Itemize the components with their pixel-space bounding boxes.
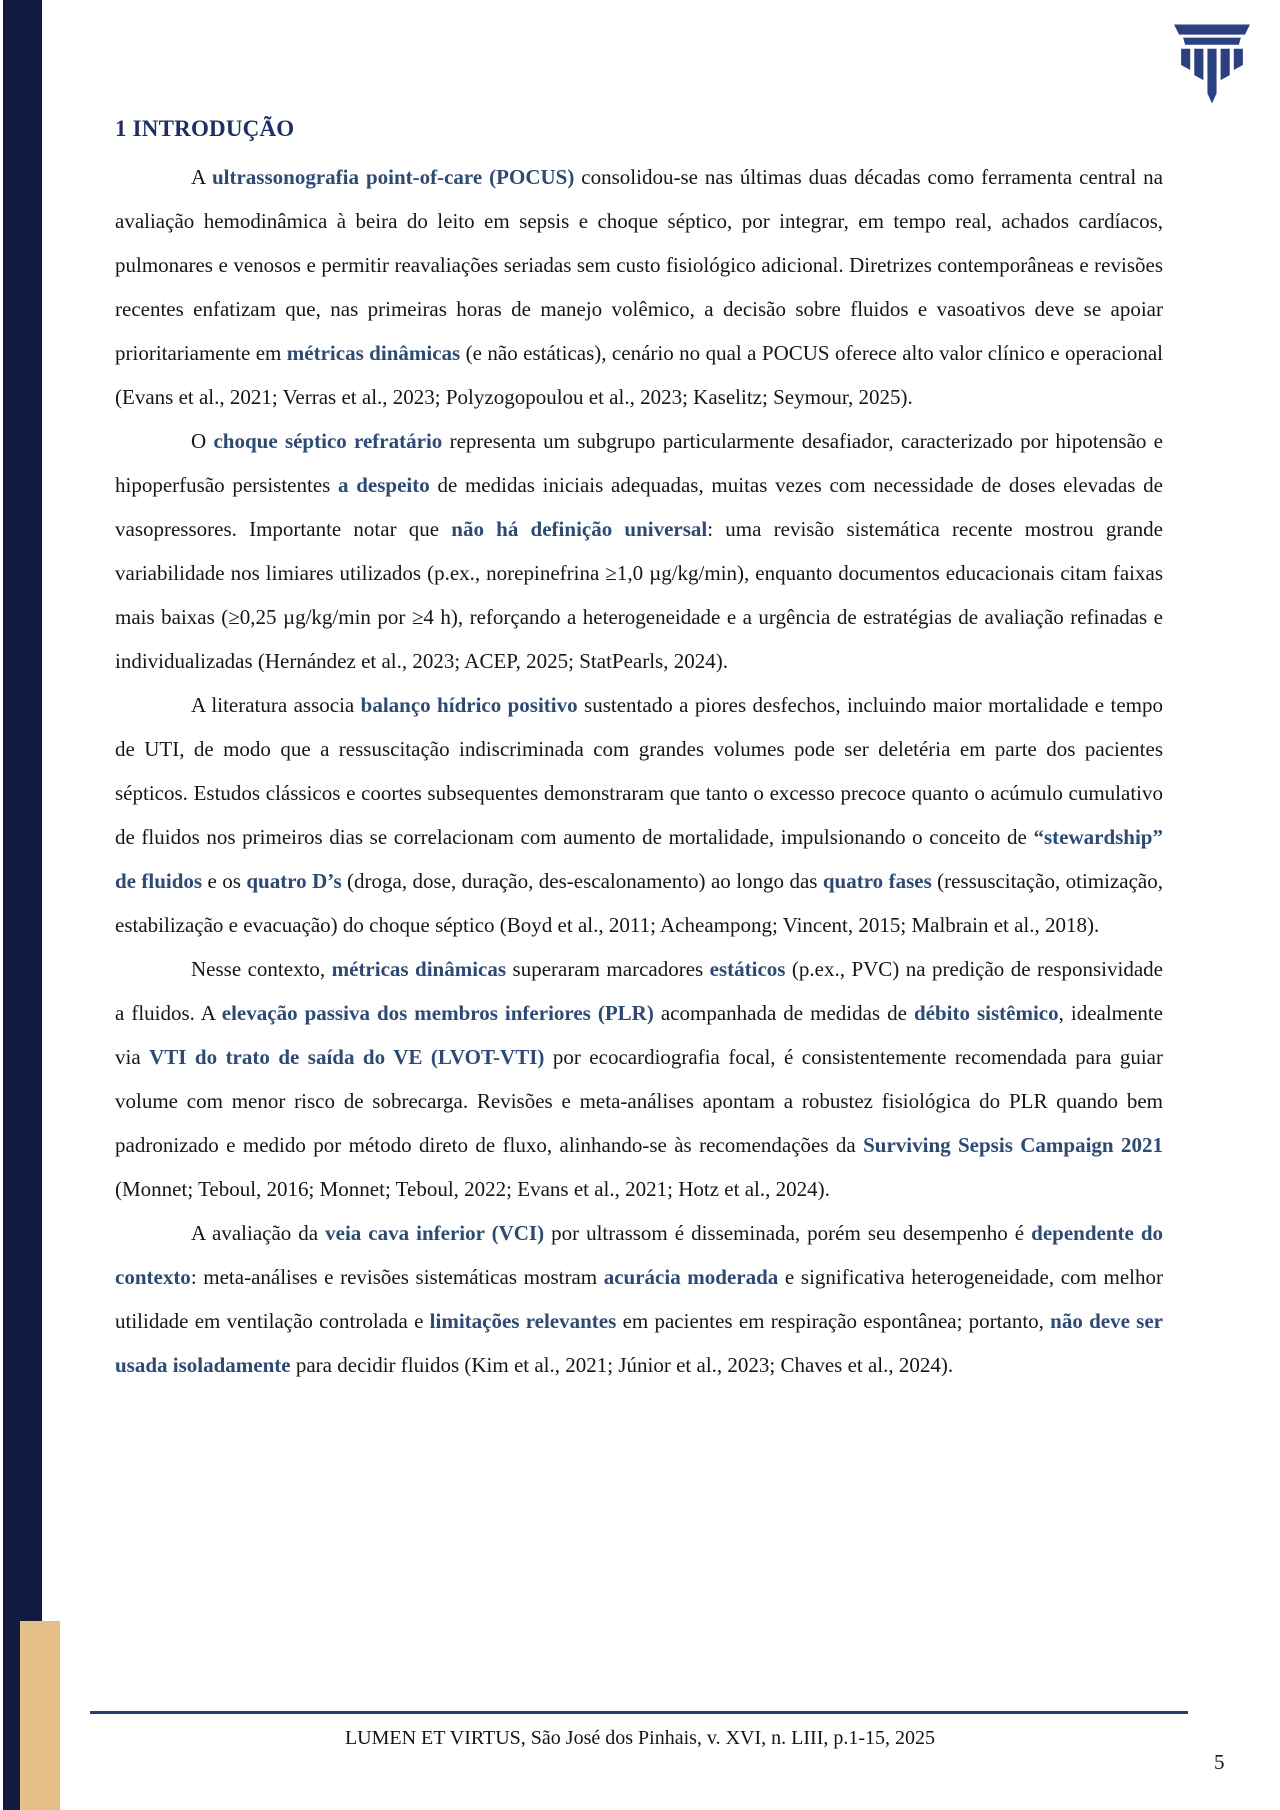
emphasis-text: elevação passiva dos membros inferiores (PLR) — [221, 1001, 654, 1025]
body-text: Nesse contexto, — [191, 957, 332, 981]
body-text: (ressuscitação, otimização, estabilização e evacuação) do choque séptico (Boyd et al., 2011; Acheampong; Vincent, 2015; Malbrain et al., 2018). — [115, 869, 1163, 937]
body-text: (e não estáticas), cenário no qual a POCUS oferece alto valor clínico e operacional (Evans et al., 2021; Verras et al., 2023; Polyzogopoulou et al., 2023; Kaselitz; Seymour, 2025). — [115, 341, 1163, 409]
footer-divider — [90, 1711, 1188, 1714]
left-navy-stripe — [3, 0, 42, 1810]
body-text: : meta-análises e revisões sistemáticas mostram — [190, 1265, 604, 1289]
emphasis-text: a despeito — [338, 473, 430, 497]
column-pillar-icon — [1174, 24, 1250, 108]
body-text: O — [191, 429, 214, 453]
emphasis-text: métricas dinâmicas — [331, 957, 507, 981]
body-text: por ultrassom é disseminada, porém seu desempenho é — [544, 1221, 1032, 1245]
paragraph — [115, 155, 1163, 419]
emphasis-text: acurácia moderada — [603, 1265, 779, 1289]
body-text: superaram marcadores — [506, 957, 710, 981]
body-text: : uma revisão sistemática recente mostrou grande variabilidade nos limiares utilizados (p.ex., norepinefrina ≥1,0 µg/kg/min), enquanto documentos educacionais citam faixas mais baixas (≥0,25 µg/kg/min por ≥4 h), reforçando a heterogeneidade e a urgência de estratégias de avaliação refinadas e individualizadas (Hernández et al., 2023; ACEP, 2025; StatPearls, 2024). — [115, 517, 1163, 673]
emphasis-text: Surviving Sepsis Campaign 2021 — [863, 1133, 1163, 1157]
emphasis-text: débito sistêmico — [913, 1001, 1059, 1025]
emphasis-text: estáticos — [709, 957, 786, 981]
body-text: A literatura associa — [191, 693, 361, 717]
body-text: e significativa heterogeneidade, com melhor utilidade em ventilação controlada e — [115, 1265, 1163, 1333]
journal-citation: LUMEN ET VIRTUS, São José dos Pinhais, v. XVI, n. LIII, p.1-15, 2025 — [344, 1727, 936, 1749]
body-text: representa um subgrupo particularmente desafiador, caracterizado por hipotensão e hipoperfusão persistentes — [115, 429, 1163, 497]
emphasis-text: quatro fases — [822, 869, 932, 893]
body-text: (Monnet; Teboul, 2016; Monnet; Teboul, 2022; Evans et al., 2021; Hotz et al., 2024). — [115, 1177, 830, 1201]
emphasis-text: quatro D’s — [246, 869, 342, 893]
emphasis-text: choque séptico refratário — [213, 429, 443, 453]
body-text: (p.ex., PVC) na predição de responsividade a fluidos. A — [115, 957, 1163, 1025]
emphasis-text: balanço hídrico positivo — [360, 693, 578, 717]
body-text: , idealmente via — [115, 1001, 1163, 1069]
emphasis-text: ultrassonografia point-of-care (POCUS) — [211, 165, 575, 189]
paragraph — [115, 419, 1163, 683]
article-body — [115, 155, 1163, 1387]
body-text: e os — [202, 869, 247, 893]
emphasis-text: não deve ser usada isoladamente — [115, 1309, 1163, 1377]
emphasis-text: não há definição universal — [451, 517, 708, 541]
page-number: 5 — [1214, 1750, 1225, 1774]
body-text: (droga, dose, duração, des-escalonamento) ao longo das — [341, 869, 823, 893]
paragraph — [115, 1211, 1163, 1387]
emphasis-text: métricas dinâmicas — [286, 341, 461, 365]
body-text: para decidir fluidos (Kim et al., 2021; Júnior et al., 2023; Chaves et al., 2024). — [290, 1353, 954, 1377]
body-text: acompanhada de medidas de — [653, 1001, 914, 1025]
emphasis-text: “stewardship” de fluidos — [115, 825, 1163, 893]
body-text: por ecocardiografia focal, é consistentemente recomendada para guiar volume com menor risco de sobrecarga. Revisões e meta-análises apontam a robustez fisiológica do PLR quando bem padronizado e medido por método direto de fluxo, alinhando-se às recomendações da — [115, 1045, 1163, 1157]
emphasis-text: limitações relevantes — [429, 1309, 617, 1333]
left-tan-stripe — [20, 1621, 60, 1810]
emphasis-text: VTI do trato de saída do VE (LVOT-VTI) — [149, 1045, 545, 1069]
body-text: A avaliação da — [191, 1221, 326, 1245]
section-title: 1 INTRODUÇÃO — [115, 116, 295, 141]
body-text: em pacientes em respiração espontânea; portanto, — [616, 1309, 1051, 1333]
body-text: sustentado a piores desfechos, incluindo maior mortalidade e tempo de UTI, de modo que a ressuscitação indiscriminada com grandes volumes pode ser deletéria em parte dos pacientes sépticos. Estudos clássicos e coortes subsequentes demonstraram que tanto o excesso precoce quanto o acúmulo cumulativo de fluidos nos primeiros dias se correlacionam com aumento de mortalidade, impulsionando o conceito de — [115, 693, 1163, 849]
body-text: consolidou-se nas últimas duas décadas como ferramenta central na avaliação hemodinâmica à beira do leito em sepsis e choque séptico, por integrar, em tempo real, achados cardíacos, pulmonares e venosos e permitir reavaliações seriadas sem custo fisiológico adicional. Diretrizes contemporâneas e revisões recentes enfatizam que, nas primeiras horas de manejo volêmico, a decisão sobre fluidos e vasoativos deve se apoiar prioritariamente em — [115, 165, 1163, 365]
paragraph — [115, 947, 1163, 1211]
body-text: de medidas iniciais adequadas, muitas vezes com necessidade de doses elevadas de vasopressores. Importante notar que — [115, 473, 1163, 541]
journal-logo — [1174, 24, 1250, 108]
emphasis-text: dependente do contexto — [115, 1221, 1164, 1289]
body-text: A — [191, 165, 212, 189]
paragraph — [115, 683, 1163, 947]
emphasis-text: veia cava inferior (VCI) — [325, 1221, 545, 1245]
